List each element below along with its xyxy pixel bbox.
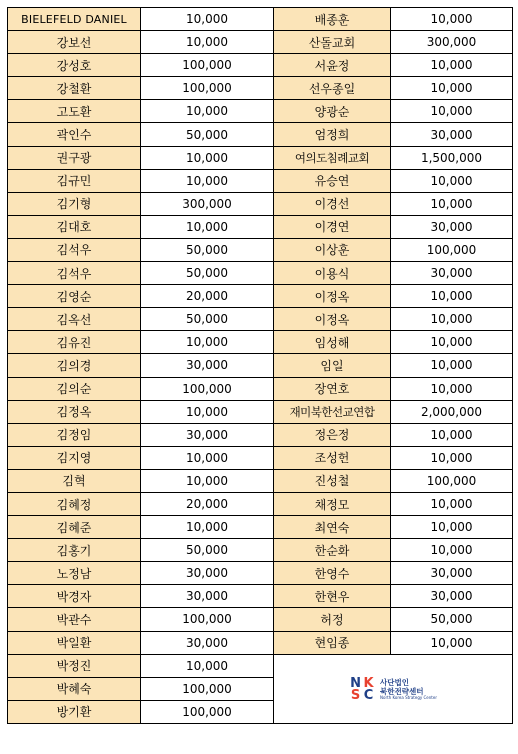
- donor-name: 현임종: [274, 631, 391, 654]
- donation-amount: 10,000: [391, 377, 513, 400]
- donation-amount: 10,000: [391, 492, 513, 515]
- donation-amount: 10,000: [391, 77, 513, 100]
- donor-name: 김의경: [8, 354, 141, 377]
- donor-name: 김유진: [8, 331, 141, 354]
- donor-name: 김혁: [8, 469, 141, 492]
- logo-letter: K: [363, 675, 374, 691]
- donor-name: 유승연: [274, 169, 391, 192]
- donor-name: 김혜정: [8, 492, 141, 515]
- donation-amount: 10,000: [391, 446, 513, 469]
- donor-name: 권구광: [8, 146, 141, 169]
- donation-amount: 100,000: [391, 469, 513, 492]
- donation-amount: 100,000: [141, 54, 274, 77]
- donation-amount: 100,000: [141, 77, 274, 100]
- table-row: [8, 446, 513, 469]
- donor-name: 김지영: [8, 446, 141, 469]
- donation-amount: 10,000: [391, 354, 513, 377]
- donation-amount: 30,000: [141, 354, 274, 377]
- donor-name: 여의도침례교회: [274, 146, 391, 169]
- donation-amount: 2,000,000: [391, 400, 513, 423]
- donor-name: 조성헌: [274, 446, 391, 469]
- table-row: [8, 8, 513, 31]
- donation-amount: 10,000: [141, 331, 274, 354]
- donation-amount: 50,000: [141, 539, 274, 562]
- donor-table: [7, 7, 513, 724]
- table-row: [8, 585, 513, 608]
- donor-name: 김대호: [8, 215, 141, 238]
- donation-amount: 50,000: [141, 238, 274, 261]
- logo-letter: N: [350, 675, 361, 691]
- logo-cell: [274, 654, 513, 723]
- donor-name: 임일: [274, 354, 391, 377]
- donation-amount: 10,000: [391, 516, 513, 539]
- table-row: [8, 54, 513, 77]
- donor-name: 곽인수: [8, 123, 141, 146]
- donor-name: 노정남: [8, 562, 141, 585]
- donor-name: 이상훈: [274, 238, 391, 261]
- table-row: [8, 192, 513, 215]
- logo-letter: S: [350, 687, 361, 703]
- donation-amount: 20,000: [141, 285, 274, 308]
- donor-name: 박정진: [8, 654, 141, 677]
- donor-name: 강철환: [8, 77, 141, 100]
- donation-amount: 10,000: [391, 308, 513, 331]
- donation-amount: 10,000: [391, 100, 513, 123]
- table-row: [8, 146, 513, 169]
- donor-name: 박경자: [8, 585, 141, 608]
- donation-amount: 10,000: [391, 423, 513, 446]
- donation-amount: 10,000: [141, 100, 274, 123]
- donor-list-sheet: [7, 7, 512, 724]
- donation-amount: 30,000: [141, 585, 274, 608]
- table-row: [8, 377, 513, 400]
- donor-name: 김규민: [8, 169, 141, 192]
- donor-name: 박혜숙: [8, 677, 141, 700]
- donor-name: 양광순: [274, 100, 391, 123]
- donation-amount: 50,000: [141, 123, 274, 146]
- table-row: [8, 308, 513, 331]
- donation-amount: 30,000: [391, 562, 513, 585]
- donation-amount: 100,000: [141, 677, 274, 700]
- donor-name: 서윤정: [274, 54, 391, 77]
- donation-amount: 100,000: [141, 608, 274, 631]
- donor-name: 방기환: [8, 700, 141, 723]
- donor-name: 선우종일: [274, 77, 391, 100]
- donation-amount: 300,000: [141, 192, 274, 215]
- donor-name: 한현우: [274, 585, 391, 608]
- table-row: [8, 400, 513, 423]
- table-row: [8, 423, 513, 446]
- donor-name: 김옥선: [8, 308, 141, 331]
- table-row: [8, 169, 513, 192]
- donation-amount: 10,000: [141, 146, 274, 169]
- donor-name: 김영순: [8, 285, 141, 308]
- table-row: [8, 516, 513, 539]
- table-row: [8, 608, 513, 631]
- donor-name: 강성호: [8, 54, 141, 77]
- logo-org-english: North Korea Strategy Center: [380, 694, 437, 700]
- donor-name: 김의순: [8, 377, 141, 400]
- table-row: [8, 654, 513, 677]
- donation-amount: 10,000: [141, 654, 274, 677]
- donor-name: 진성철: [274, 469, 391, 492]
- donor-name: 고도환: [8, 100, 141, 123]
- donation-amount: 100,000: [141, 377, 274, 400]
- donation-amount: 30,000: [391, 585, 513, 608]
- donation-amount: 10,000: [141, 516, 274, 539]
- donation-amount: 30,000: [141, 423, 274, 446]
- table-row: [8, 238, 513, 261]
- logo-org-name: 북한전략센터: [380, 686, 424, 696]
- donation-amount: 10,000: [141, 8, 274, 31]
- donation-amount: 100,000: [141, 700, 274, 723]
- donor-name: 재미북한선교연합: [274, 400, 391, 423]
- donation-amount: 50,000: [141, 262, 274, 285]
- nksc-logo: [349, 675, 437, 703]
- donor-name: 김정옥: [8, 400, 141, 423]
- donor-name: 채정모: [274, 492, 391, 515]
- donation-amount: 10,000: [391, 192, 513, 215]
- donor-name: 강보선: [8, 31, 141, 54]
- donation-amount: 10,000: [141, 169, 274, 192]
- donation-amount: 10,000: [141, 31, 274, 54]
- table-row: [8, 331, 513, 354]
- donor-name: BIELEFELD DANIEL: [8, 8, 141, 31]
- table-row: [8, 123, 513, 146]
- donor-name: 산돌교회: [274, 31, 391, 54]
- donation-amount: 30,000: [391, 123, 513, 146]
- table-row: [8, 492, 513, 515]
- donation-amount: 10,000: [391, 54, 513, 77]
- logo-text: [380, 679, 437, 700]
- donor-name: 김홍기: [8, 539, 141, 562]
- table-row: [8, 262, 513, 285]
- donor-name: 이정옥: [274, 308, 391, 331]
- nksc-logo-mark: [349, 675, 375, 703]
- donation-amount: 10,000: [391, 8, 513, 31]
- donation-amount: 10,000: [391, 331, 513, 354]
- table-row: [8, 562, 513, 585]
- donation-amount: 10,000: [391, 285, 513, 308]
- donation-amount: 10,000: [141, 446, 274, 469]
- donor-name: 정은정: [274, 423, 391, 446]
- donation-amount: 50,000: [141, 308, 274, 331]
- donation-amount: 10,000: [141, 400, 274, 423]
- donor-name: 엄정희: [274, 123, 391, 146]
- donor-name: 박일환: [8, 631, 141, 654]
- donation-amount: 10,000: [141, 469, 274, 492]
- donation-amount: 30,000: [391, 215, 513, 238]
- donation-amount: 20,000: [141, 492, 274, 515]
- donor-name: 김석우: [8, 238, 141, 261]
- donation-amount: 30,000: [141, 562, 274, 585]
- table-row: [8, 100, 513, 123]
- table-row: [8, 285, 513, 308]
- donor-name: 허정: [274, 608, 391, 631]
- logo-letter: C: [363, 687, 374, 703]
- donation-amount: 30,000: [141, 631, 274, 654]
- donation-amount: 10,000: [141, 215, 274, 238]
- donor-name: 한영수: [274, 562, 391, 585]
- donor-table-body: [8, 8, 513, 724]
- donor-name: 최연숙: [274, 516, 391, 539]
- donation-amount: 10,000: [391, 631, 513, 654]
- table-row: [8, 539, 513, 562]
- donor-name: 김기형: [8, 192, 141, 215]
- donor-name: 한순화: [274, 539, 391, 562]
- donor-name: 이경연: [274, 215, 391, 238]
- donation-amount: 10,000: [391, 539, 513, 562]
- donation-amount: 30,000: [391, 262, 513, 285]
- donor-name: 이용식: [274, 262, 391, 285]
- donor-name: 김혜준: [8, 516, 141, 539]
- donor-name: 이정옥: [274, 285, 391, 308]
- logo-org-type: 사단법인: [380, 678, 409, 688]
- donor-name: 박관수: [8, 608, 141, 631]
- table-row: [8, 77, 513, 100]
- donation-amount: 50,000: [391, 608, 513, 631]
- donation-amount: 100,000: [391, 238, 513, 261]
- donation-amount: 10,000: [391, 169, 513, 192]
- donor-name: 이경선: [274, 192, 391, 215]
- donation-amount: 300,000: [391, 31, 513, 54]
- table-row: [8, 31, 513, 54]
- donor-name: 김석우: [8, 262, 141, 285]
- table-row: [8, 631, 513, 654]
- donor-name: 배종훈: [274, 8, 391, 31]
- donation-amount: 1,500,000: [391, 146, 513, 169]
- donor-name: 임성해: [274, 331, 391, 354]
- table-row: [8, 215, 513, 238]
- donor-name: 김정임: [8, 423, 141, 446]
- donor-name: 장연호: [274, 377, 391, 400]
- table-row: [8, 469, 513, 492]
- table-row: [8, 354, 513, 377]
